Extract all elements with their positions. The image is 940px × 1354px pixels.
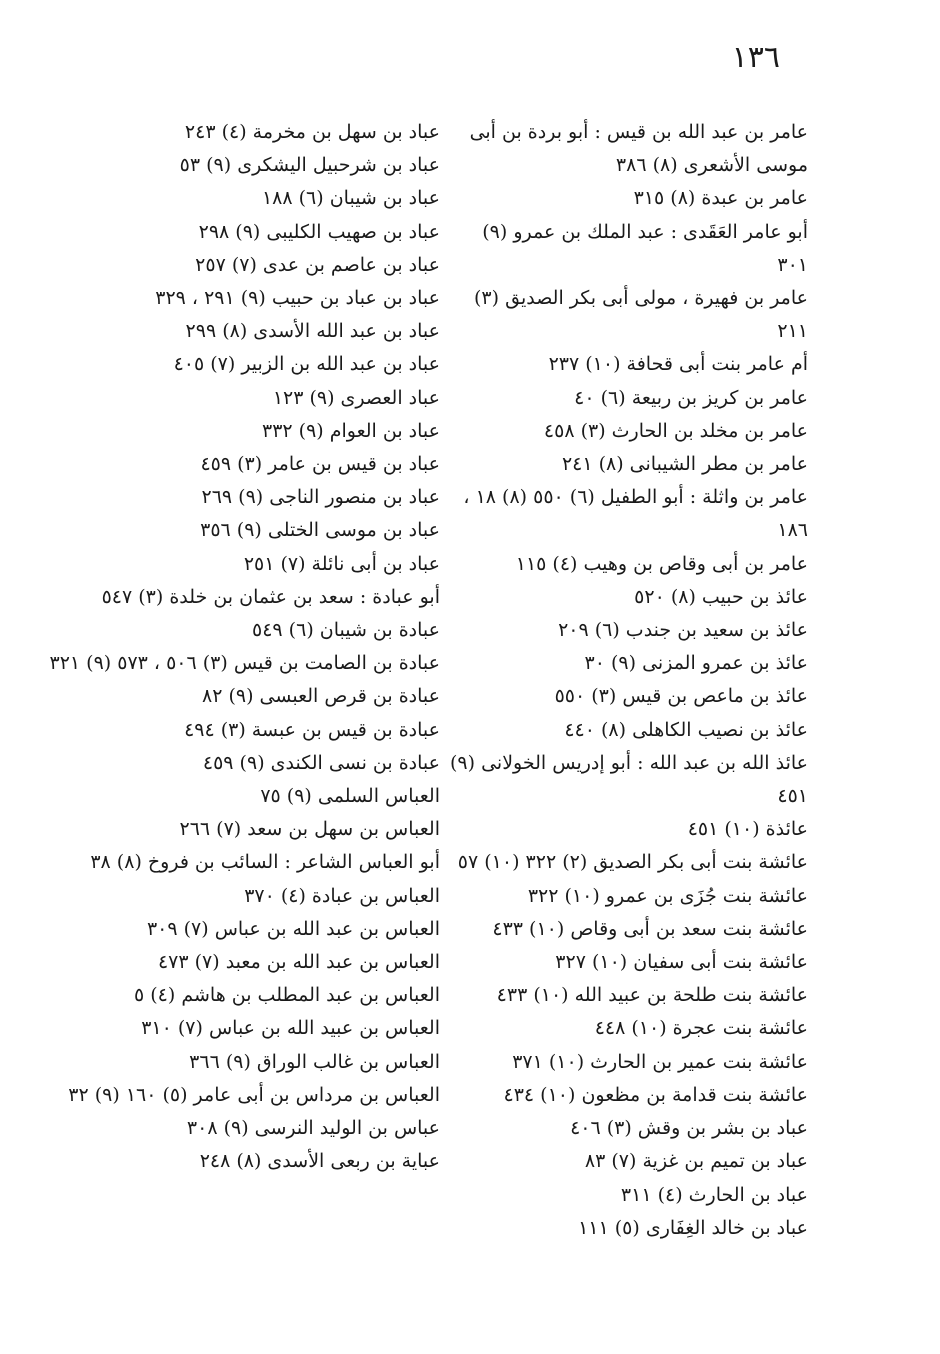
- index-entry: أبو عامر العَقَدى : عبد الملك بن عمرو (٩) ٣٠١: [482, 220, 808, 276]
- index-entry: عباية بن ربعى الأسدى (٨) ٢٤٨: [199, 1150, 440, 1173]
- index-entry: عباد بن شيبان (٦) ١٨٨: [261, 187, 440, 210]
- index-entry: عائشة بنت عمير بن الحارث (١٠) ٣٧١: [512, 1050, 808, 1073]
- index-column-right: [448, 116, 808, 1245]
- index-entry: عباد بن أبى نائلة (٧) ٢٥١: [243, 552, 440, 575]
- index-entry: عبادة بن الصامت بن قيس (٣) ٥٠٦ ، ٥٧٣ (٩) ٣٢١: [49, 652, 440, 675]
- index-entry: عباد بن تميم بن غزية (٧) ٨٣: [584, 1150, 808, 1173]
- index-entry: عبادة بن شيبان (٦) ٥٤٩: [252, 619, 440, 642]
- index-entry: عائذ بن ماعص بن قيس (٣) ٥٥٠: [554, 685, 808, 708]
- index-entry: عائذ الله بن عبد الله : أبو إدريس الخولانى (٩) ٤٥١: [450, 751, 808, 808]
- page-number: ١٣٦: [731, 40, 780, 75]
- index-entry: عائشة بنت جُزَى بن عمرو (١٠) ٣٢٢: [527, 884, 808, 907]
- index-column-left: [40, 116, 440, 1179]
- index-entry: العباس بن سهل بن سعد (٧) ٢٦٦: [179, 818, 440, 841]
- index-entry: عائشة بنت أبى بكر الصديق (٢) ٣٢٢ (١٠) ٥٧: [457, 851, 808, 874]
- index-entry: أبو العباس الشاعر : السائب بن فروخ (٨) ٣٨: [90, 851, 440, 874]
- index-entry: أم عامر بنت أبى قحافة (١٠) ٢٣٧: [548, 353, 808, 376]
- index-entry: عائشة بنت سعد بن أبى وقاص (١٠) ٤٣٣: [492, 917, 808, 940]
- index-entry: العباس بن عبد المطلب بن هاشم (٤) ٥: [134, 984, 440, 1007]
- index-entry: عبادة بن قرص العبسى (٩) ٨٢: [202, 685, 440, 708]
- index-entry: عائشة بنت طلحة بن عبيد الله (١٠) ٤٣٣: [496, 984, 808, 1007]
- index-entry: العباس السلمى (٩) ٧٥: [260, 785, 440, 808]
- index-entry: عباد بن سهل بن مخرمة (٤) ٢٤٣: [184, 121, 440, 143]
- index-entry: عائشة بنت عجرة (١٠) ٤٤٨: [594, 1017, 808, 1040]
- index-entry: عباد بن الحارث (٤) ٣١١: [620, 1183, 808, 1206]
- index-entry: عباد بن عباد بن حبيب (٩) ٢٩١ ، ٣٢٩: [155, 287, 440, 310]
- index-entry: عائذ بن نصيب الكاهلى (٨) ٤٤٠: [564, 718, 808, 741]
- index-entry: عائذ بن عمرو المزنى (٩) ٣٠: [584, 652, 808, 675]
- index-entry: عباد بن بشر بن وقش (٣) ٤٠٦: [570, 1117, 808, 1140]
- index-entry: عباد بن منصور الناجى (٩) ٢٦٩: [201, 486, 440, 509]
- index-entry: أبو عبادة : سعد بن عثمان بن خلدة (٣) ٥٤٧: [101, 585, 440, 608]
- index-entry: عباد بن عاصم بن عدى (٧) ٢٥٧: [195, 253, 440, 276]
- index-entry: عامر بن مخلد بن الحارث (٣) ٤٥٨: [543, 419, 808, 442]
- index-entry: عباد بن خالد الغِفَارى (٥) ١١١: [578, 1216, 808, 1239]
- index-entry: عامر بن عبدة (٨) ٣١٥: [633, 187, 808, 210]
- index-entry: عبادة بن قيس بن عبسة (٣) ٤٩٤: [184, 718, 440, 741]
- index-entry: العباس بن عبد الله بن معبد (٧) ٤٧٣: [157, 951, 440, 974]
- index-entry: عائذة (١٠) ٤٥١: [687, 818, 808, 841]
- index-entry: عباد بن شرحبيل اليشكرى (٩) ٥٣: [179, 154, 440, 177]
- index-entry: عباد بن قيس بن عامر (٣) ٤٥٩: [200, 453, 440, 476]
- index-entry: عائذ بن حبيب (٨) ٥٢٠: [634, 585, 808, 608]
- index-entry: عامر بن فهيرة ، مولى أبى بكر الصديق (٣) ٢١١: [474, 287, 808, 343]
- index-entry: العباس بن عبيد الله بن عباس (٧) ٣١٠: [141, 1017, 440, 1040]
- index-entry: عائشة بنت أبى سفيان (١٠) ٣٢٧: [555, 951, 808, 974]
- index-entry: عبادة بن نسى الكندى (٩) ٤٥٩: [202, 751, 440, 774]
- index-entry: العباس بن عبادة (٤) ٣٧٠: [244, 884, 440, 907]
- index-entry: عباد بن موسى الختلى (٩) ٣٥٦: [200, 519, 440, 542]
- index-entry: عباد بن العوام (٩) ٣٣٢: [262, 419, 440, 442]
- index-entry: عائذ بن سعيد بن جندب (٦) ٢٠٩: [558, 619, 808, 642]
- index-entry: العباس بن غالب الوراق (٩) ٣٦٦: [189, 1050, 440, 1073]
- index-entry: عباد بن صهيب الكليبى (٩) ٢٩٨: [198, 220, 440, 243]
- index-entry: عامر بن كريز بن ربيعة (٦) ٤٠: [574, 386, 808, 409]
- index-entry: عامر بن أبى وقاص بن وهيب (٤) ١١٥: [515, 552, 808, 575]
- index-entry: العباس بن مرداس بن أبى عامر (٥) ١٦٠ (٩) ٣٢: [68, 1083, 440, 1106]
- index-entry: عامر بن مطر الشيبانى (٨) ٢٤١: [561, 453, 808, 476]
- index-entry: عامر بن واثلة : أبو الطفيل (٦) ٥٥٠ (٨) ١٨ ، ١٨٦: [463, 486, 808, 542]
- index-entry: عباد العصرى (٩) ١٢٣: [272, 386, 440, 409]
- index-entry: عباس بن الوليد النرسى (٩) ٣٠٨: [186, 1117, 440, 1140]
- index-entry: عامر بن عبد الله بن قيس : أبو بردة بن أبى موسى الأشعرى (٨) ٣٨٦: [469, 121, 808, 177]
- index-entry: عباد بن عبد الله الأسدى (٨) ٢٩٩: [185, 320, 440, 343]
- index-entry: عائشة بنت قدامة بن مظعون (١٠) ٤٣٤: [503, 1083, 808, 1106]
- index-entry: العباس بن عبد الله بن عباس (٧) ٣٠٩: [146, 917, 440, 940]
- index-entry: عباد بن عبد الله بن الزبير (٧) ٤٠٥: [173, 353, 440, 376]
